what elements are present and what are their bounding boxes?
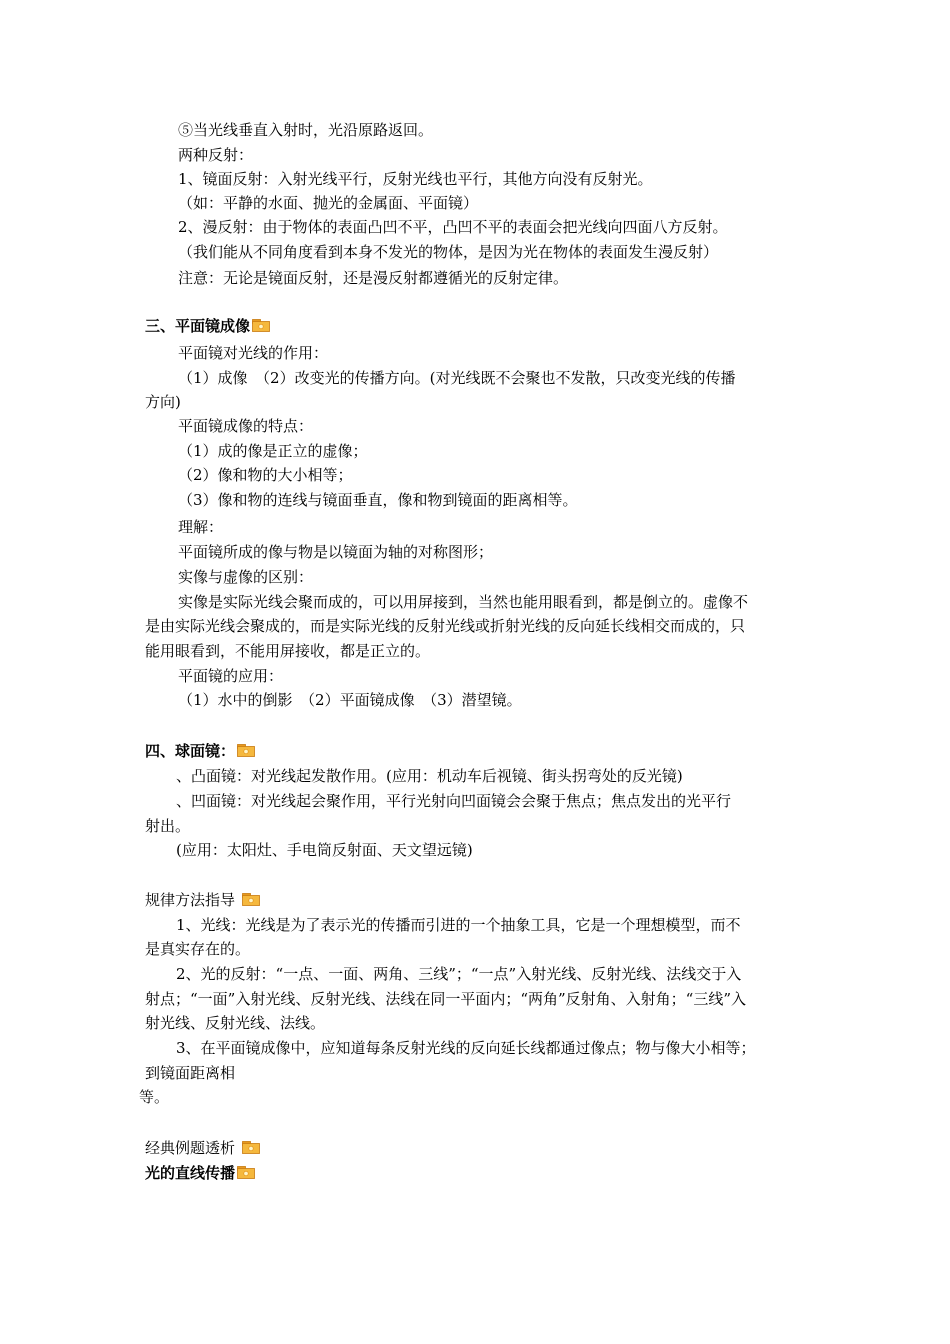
text-line: 是真实存在的。 <box>145 940 251 958</box>
text-line: 3、在平面镜成像中，应知道每条反射光线的反向延长线都通过像点；物与像大小相等； <box>176 1039 756 1057</box>
heading-text: 四、球面镜： <box>145 742 236 760</box>
text-line: 、凹面镜：对光线起会聚作用，平行光射向凹面镜会会聚于焦点；焦点发出的光平行 <box>176 792 732 810</box>
text-line: 能用眼看到，不能用屏接收，都是正立的。 <box>145 642 431 660</box>
folder-icon[interactable] <box>237 1166 255 1179</box>
text-line: 实像是实际光线会聚而成的，可以用屏接到，当然也能用眼看到，都是倒立的。虚像不 <box>178 593 749 611</box>
section-heading-method-guide <box>145 888 810 912</box>
folder-icon[interactable] <box>242 893 260 906</box>
text-line: 实像与虚像的区别： <box>178 568 314 586</box>
text-line: 到镜面距离相 <box>145 1064 236 1082</box>
text-line: 射出。 <box>145 817 191 835</box>
section-heading-classic-examples <box>145 1136 810 1160</box>
text-line: （1）水中的倒影 （2）平面镜成像 （3）潜望镜。 <box>178 691 522 709</box>
text-line: 平面镜所成的像与物是以镜面为轴的对称图形； <box>178 543 494 561</box>
text-line: （1）成的像是正立的虚像； <box>178 442 368 460</box>
heading-text: 规律方法指导 <box>145 891 236 909</box>
text-line: 、凸面镜：对光线起发散作用。(应用：机动车后视镜、街头拐弯处的反光镜) <box>176 767 683 785</box>
text-line: 等。 <box>139 1088 170 1106</box>
text-line: 平面镜成像的特点： <box>178 417 314 435</box>
heading-text: 光的直线传播 <box>145 1164 236 1182</box>
text-line: （我们能从不同角度看到本身不发光的物体，是因为光在物体的表面发生漫反射） <box>178 243 719 261</box>
text-line: 理解： <box>178 518 224 536</box>
text-line: 注意：无论是镜面反射，还是漫反射都遵循光的反射定律。 <box>178 269 569 287</box>
text-line: 是由实际光线会聚成的，而是实际光线的反射光线或折射光线的反向延长线相交而成的，只 <box>145 617 746 635</box>
text-line: 2、漫反射：由于物体的表面凸凹不平，凸凹不平的表面会把光线向四面八方反射。 <box>178 218 728 236</box>
heading-text: 三、平面镜成像 <box>145 317 251 335</box>
heading-text: 经典例题透析 <box>145 1139 236 1157</box>
text-line: 两种反射： <box>178 146 254 164</box>
text-line: ⑤当光线垂直入射时，光沿原路返回。 <box>178 121 434 139</box>
folder-icon[interactable] <box>237 744 255 757</box>
section-heading-plane-mirror <box>145 314 810 338</box>
text-line: （如：平静的水面、抛光的金属面、平面镜） <box>178 194 479 212</box>
folder-icon[interactable] <box>252 319 270 332</box>
text-line: 方向) <box>145 393 181 411</box>
text-line: 射光线、反射光线、法线。 <box>145 1014 326 1032</box>
text-line: （2）像和物的大小相等； <box>178 466 353 484</box>
section-heading-rectilinear-propagation <box>145 1161 810 1185</box>
text-line: （3）像和物的连线与镜面垂直，像和物到镜面的距离相等。 <box>178 491 578 509</box>
text-line: （1）成像 （2）改变光的传播方向。(对光线既不会聚也不发散，只改变光线的传播 <box>178 369 736 387</box>
text-line: 2、光的反射：“一点、一面、两角、三线”；“一点”入射光线、反射光线、法线交于入 <box>176 965 742 983</box>
text-line: 平面镜的应用： <box>178 667 284 685</box>
text-line: (应用：太阳灶、手电筒反射面、天文望远镜) <box>176 841 473 859</box>
section-heading-spherical-mirror <box>145 739 810 763</box>
text-line: 射点；“一面”入射光线、反射光线、法线在同一平面内；“两角”反射角、入射角；“三线”入 <box>145 990 747 1008</box>
folder-icon[interactable] <box>242 1141 260 1154</box>
text-line: 1、光线：光线是为了表示光的传播而引进的一个抽象工具，它是一个理想模型，而不 <box>176 916 741 934</box>
text-line: 1、镜面反射：入射光线平行，反射光线也平行，其他方向没有反射光。 <box>178 170 653 188</box>
text-line: 平面镜对光线的作用： <box>178 344 329 362</box>
